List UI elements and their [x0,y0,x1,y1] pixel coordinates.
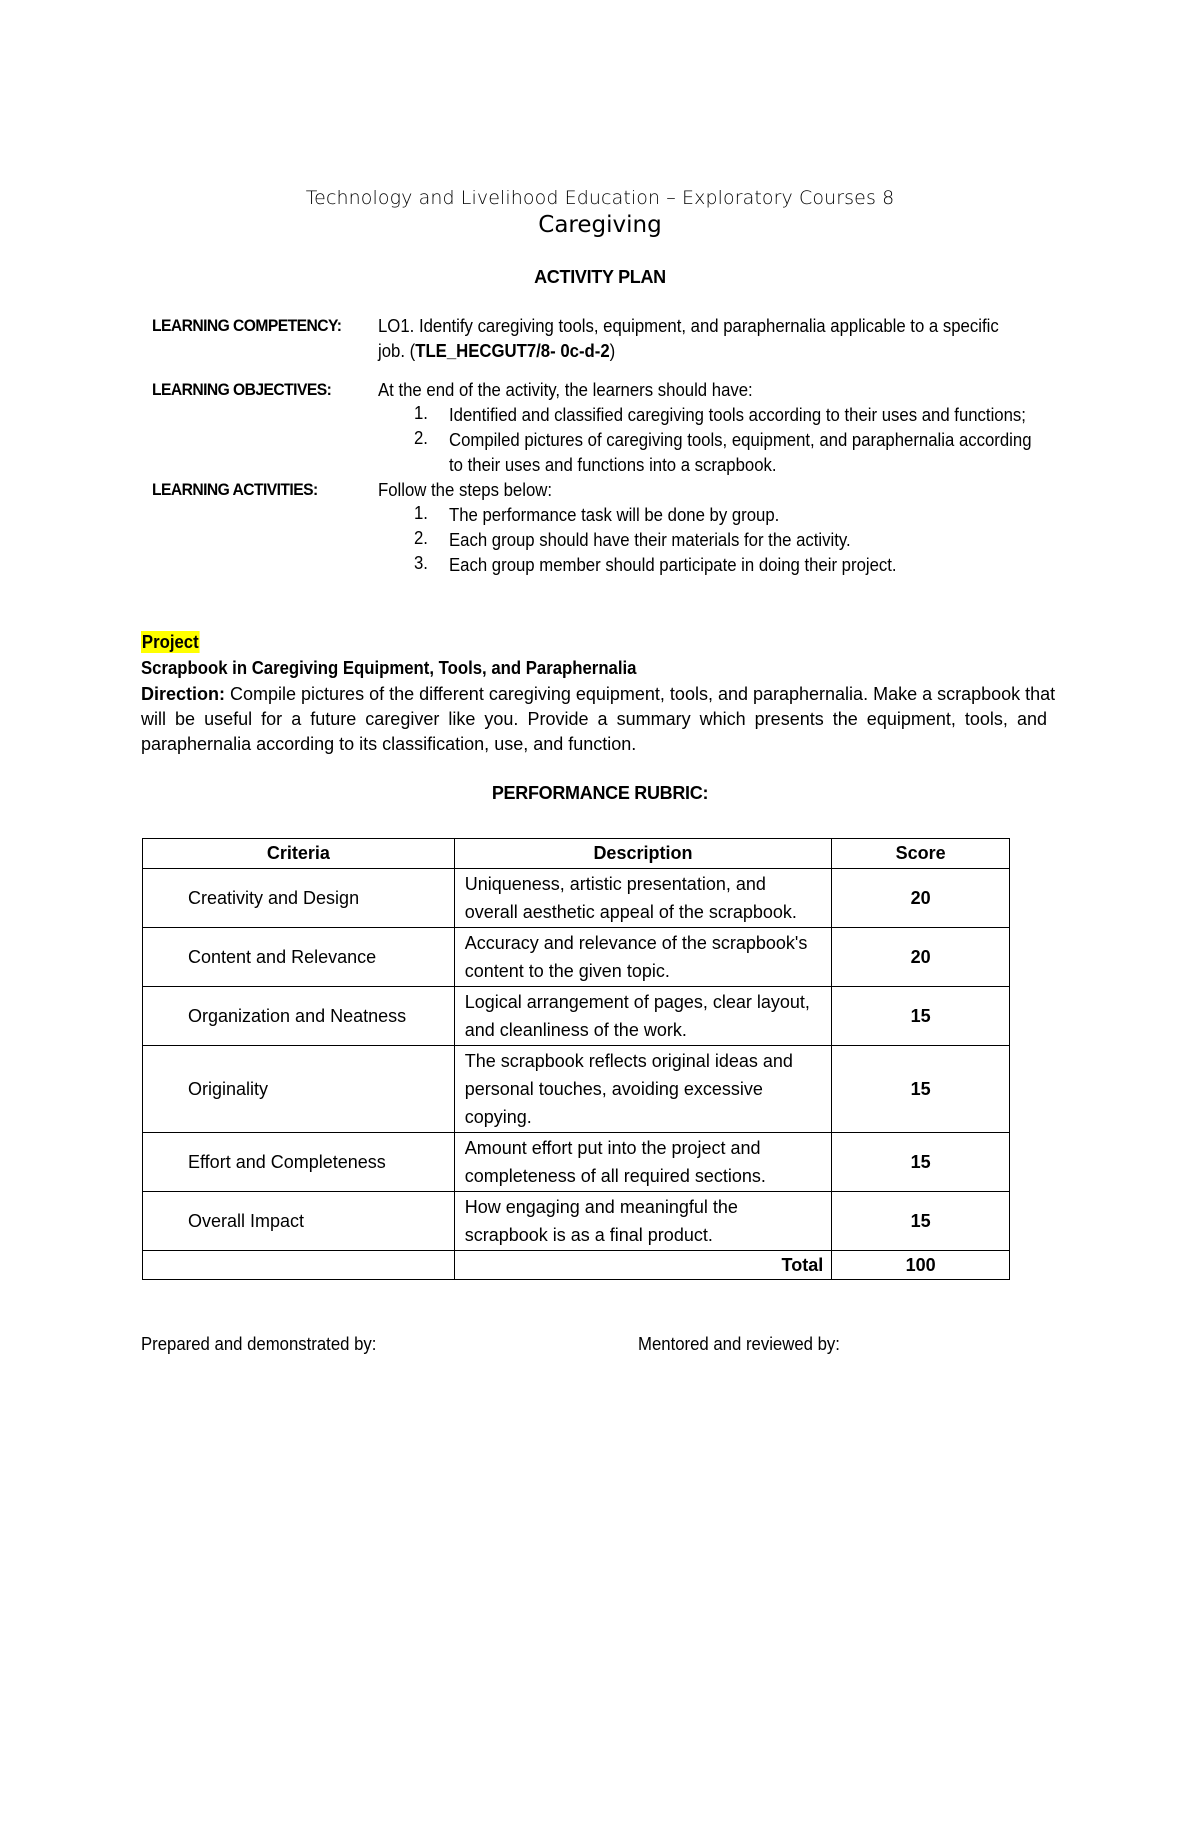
criteria-cell: Originality [143,1046,455,1133]
direction-line: Direction: Compile pictures of the different caregiving equipment, tools, and paraphernalia. Make a scrapbook that [141,684,1056,704]
table-row [143,1133,1010,1192]
criteria-cell: Organization and Neatness [143,987,455,1046]
activity-number: 3. [414,553,428,573]
header-criteria: Criteria [143,839,455,869]
project-title: Scrapbook in Caregiving Equipment, Tools, and Paraphernalia [141,658,637,678]
empty-cell [143,1251,455,1280]
description-cell: The scrapbook reflects original ideas and personal touches, avoiding excessive copying. [454,1046,832,1133]
description-cell: Uniqueness, artistic presentation, and overall aesthetic appeal of the scrapbook. [454,869,832,928]
description-cell: How engaging and meaningful the scrapbook is as a final product. [454,1192,832,1251]
total-label: Total [454,1251,832,1280]
activities-label: LEARNING ACTIVITIES: [152,480,318,499]
description-cell: Logical arrangement of pages, clear layout, and cleanliness of the work. [454,987,832,1046]
subject-title: Caregiving [538,212,662,238]
criteria-cell: Overall Impact [143,1192,455,1251]
objective-item-continued: to their uses and functions into a scrapbook. [449,455,777,475]
objective-item: Identified and classified caregiving tools according to their uses and functions; [449,405,1026,425]
direction-line: paraphernalia according to its classification, use, and function. [141,734,637,754]
activity-number: 1. [414,503,428,523]
header-score: Score [832,839,1010,869]
project-direction [141,682,1056,757]
activity-item: Each group member should participate in doing their project. [449,555,897,575]
score-cell: 15 [832,1133,1010,1192]
objectives-intro: At the end of the activity, the learners should have: [378,380,753,400]
activity-item: The performance task will be done by group. [449,505,780,525]
rubric-title: PERFORMANCE RUBRIC: [491,783,709,803]
description-cell: Accuracy and relevance of the scrapbook's content to the given topic. [454,928,832,987]
activities-intro: Follow the steps below: [378,480,552,500]
direction-label: Direction: [141,684,226,704]
mentored-by-label: Mentored and reviewed by: [638,1334,840,1354]
activity-plan-title: ACTIVITY PLAN [534,267,666,287]
prepared-by-label: Prepared and demonstrated by: [141,1334,377,1354]
table-row [143,1046,1010,1133]
table-row [143,928,1010,987]
objective-item: Compiled pictures of caregiving tools, equipment, and paraphernalia according [449,430,1032,450]
competency-code: TLE_HECGUT7/8- 0c-d-2 [415,341,610,361]
header-description: Description [454,839,832,869]
competency-line-2: job. (TLE_HECGUT7/8- 0c-d-2) [378,341,616,361]
criteria-cell: Content and Relevance [143,928,455,987]
objective-number: 1. [414,403,428,423]
direction-line: will be useful for a future caregiver like you. Provide a summary which presents the equipment, tools, and [141,709,1047,729]
competency-line-1: LO1. Identify caregiving tools, equipment, and paraphernalia applicable to a specific [378,316,999,336]
score-cell: 20 [832,869,1010,928]
activity-number: 2. [414,528,428,548]
criteria-cell: Creativity and Design [143,869,455,928]
table-row [143,869,1010,928]
table-row [143,987,1010,1046]
activity-item: Each group should have their materials for the activity. [449,530,851,550]
project-highlight: Project [141,632,199,652]
course-title: Technology and Livelihood Education – Exploratory Courses 8 [305,187,895,209]
project-label [141,632,200,653]
objective-number: 2. [414,428,428,448]
rubric-header-row [143,839,1010,869]
description-cell: Amount effort put into the project and completeness of all required sections. [454,1133,832,1192]
table-row [143,1192,1010,1251]
score-cell: 20 [832,928,1010,987]
total-value: 100 [832,1251,1010,1280]
score-cell: 15 [832,987,1010,1046]
rubric-table [142,838,1010,1280]
criteria-cell: Effort and Completeness [143,1133,455,1192]
total-row [143,1251,1010,1280]
competency-label: LEARNING COMPETENCY: [152,316,342,335]
score-cell: 15 [832,1046,1010,1133]
score-cell: 15 [832,1192,1010,1251]
objectives-label: LEARNING OBJECTIVES: [152,380,332,399]
